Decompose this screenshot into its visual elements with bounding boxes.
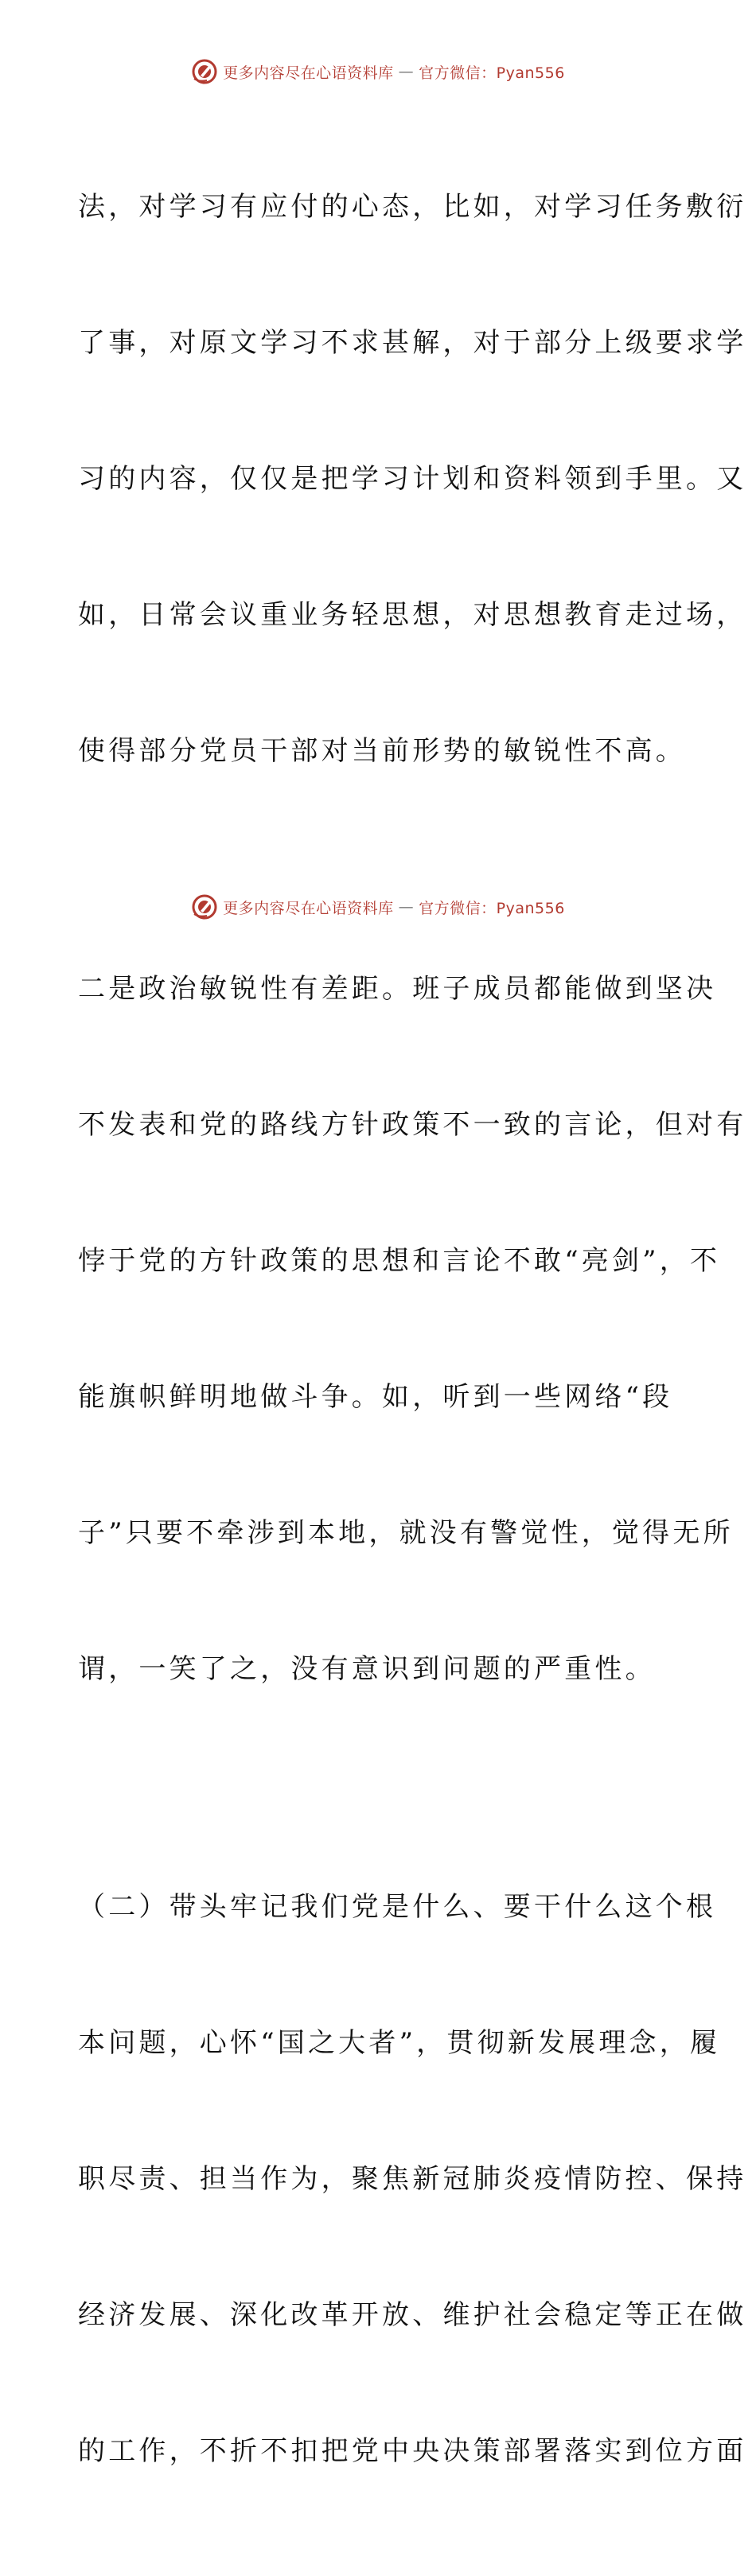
watermark-contact: 官方微信：Pyan556 (419, 899, 565, 917)
text-line: 法，对学习有应付的心态，比如，对学习任务敷衍 (78, 191, 747, 223)
text-line: 悖于党的方针政策的思想和言论不敢“亮剑”，不 (78, 1245, 721, 1277)
paragraph-1 (78, 94, 747, 865)
text-line: 能旗帜鲜明地做斗争。如，听到一些网络“段 (78, 1381, 673, 1413)
text-line: 了事，对原文学习不求甚解，对于部分上级要求学 (78, 327, 747, 359)
text-line: 本问题，心怀“国之大者”，贯彻新发展理念，履 (78, 2027, 721, 2059)
watermark-contact: 官方微信：Pyan556 (419, 64, 565, 82)
pen-seal-icon (191, 58, 218, 85)
text-line: 的工作，不折不扣把党中央决策部署落实到位方面 (78, 2435, 747, 2467)
text-line: 谓，一笑了之，没有意识到问题的严重性。 (78, 1653, 656, 1685)
text-line: 不发表和党的路线方针政策不一致的言论，但对有 (78, 1109, 747, 1141)
footer-watermark (0, 891, 756, 923)
text-line: 职尽责、担当作为，聚焦新冠肺炎疫情防控、保持 (78, 2163, 747, 2195)
paragraph-3 (78, 1794, 747, 2565)
document-body (78, 94, 747, 2576)
paragraph-2 (78, 876, 747, 1783)
text-line: 子”只要不牵涉到本地，就没有警觉性，觉得无所 (78, 1517, 734, 1549)
text-line: 二是政治敏锐性有差距。班子成员都能做到坚决 (78, 973, 717, 1005)
header-watermark (0, 56, 756, 88)
watermark-dash: — (398, 898, 415, 916)
watermark-text: 更多内容尽在心语资料库 (223, 899, 394, 917)
text-line: 习的内容，仅仅是把学习计划和资料领到手里。又 (78, 463, 747, 495)
watermark-dash: — (398, 63, 415, 80)
watermark-text: 更多内容尽在心语资料库 (223, 64, 394, 82)
text-line: 使得部分党员干部对当前形势的敏锐性不高。 (78, 735, 686, 767)
text-line: 如，日常会议重业务轻思想，对思想教育走过场， (78, 599, 747, 631)
text-line: （二）带头牢记我们党是什么、要干什么这个根 (78, 1891, 717, 1923)
text-line: 经济发展、深化改革开放、维护社会稳定等正在做 (78, 2299, 747, 2331)
pen-seal-icon (191, 893, 218, 920)
